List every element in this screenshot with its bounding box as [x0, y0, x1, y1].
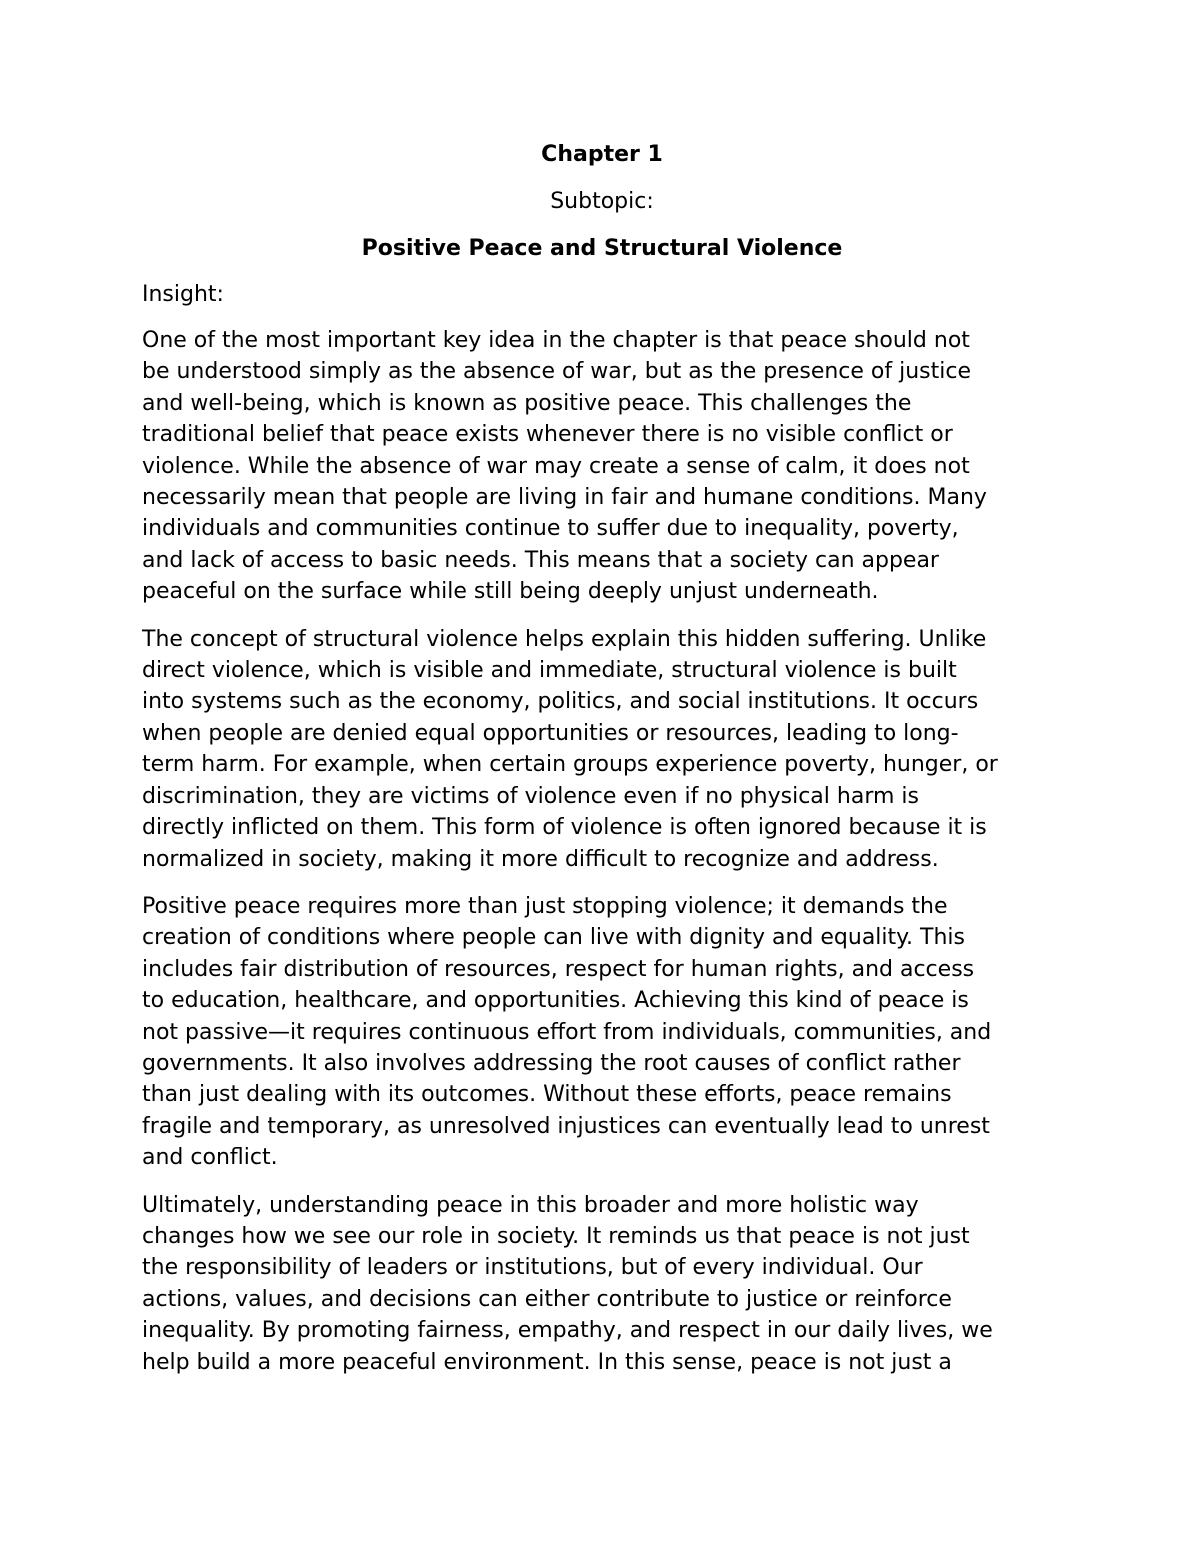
paragraph-requirements: [142, 891, 1062, 1174]
paragraph-line: than just dealing with its outcomes. Without these efforts, peace remains: [142, 1082, 952, 1108]
paragraph-line: discrimination, they are victims of violence even if no physical harm is: [142, 783, 919, 809]
paragraph-line: inequality. By promoting fairness, empathy, and respect in our daily lives, we: [142, 1318, 993, 1344]
paragraph-positive-peace: [142, 325, 1062, 608]
paragraph-line: necessarily mean that people are living in fair and humane conditions. Many: [142, 485, 987, 511]
paragraph-line: fragile and temporary, as unresolved injustices can eventually lead to unrest: [142, 1113, 990, 1139]
paragraph-line: creation of conditions where people can live with dignity and equality. This: [142, 925, 965, 951]
paragraph-line: help build a more peaceful environment. In this sense, peace is not just a: [142, 1349, 952, 1375]
paragraph-line: governments. It also involves addressing the root causes of conflict rather: [142, 1050, 961, 1076]
paragraph-line: individuals and communities continue to suffer due to inequality, poverty,: [142, 516, 959, 542]
paragraph-line: to education, healthcare, and opportunities. Achieving this kind of peace is: [142, 988, 969, 1014]
chapter-title: Chapter 1: [541, 142, 663, 167]
paragraph-line: term harm. For example, when certain groups experience poverty, hunger, or: [142, 752, 998, 778]
paragraph-line: Ultimately, understanding peace in this broader and more holistic way: [142, 1192, 919, 1218]
paragraph-line: traditional belief that peace exists whenever there is no visible conflict or: [142, 422, 953, 448]
paragraph-line: into systems such as the economy, politics, and social institutions. It occurs: [142, 689, 979, 715]
paragraph-line: the responsibility of leaders or institutions, but of every individual. Our: [142, 1255, 923, 1281]
paragraph-line: and well-being, which is known as positive peace. This challenges the: [142, 390, 912, 416]
paragraph-line: actions, values, and decisions can either contribute to justice or reinforce: [142, 1286, 952, 1312]
paragraph-line: violence. While the absence of war may create a sense of calm, it does not: [142, 453, 970, 479]
paragraph-line: Positive peace requires more than just stopping violence; it demands the: [142, 893, 948, 919]
paragraph-line: when people are denied equal opportunities or resources, leading to long-: [142, 720, 959, 746]
paragraph-line: The concept of structural violence helps explain this hidden suffering. Unlike: [142, 626, 987, 652]
paragraph-line: and conflict.: [142, 1145, 278, 1171]
section-title: Positive Peace and Structural Violence: [361, 236, 843, 261]
document-body: [142, 136, 1062, 1378]
paragraph-line: includes fair distribution of resources, respect for human rights, and access: [142, 956, 975, 982]
insight-label: Insight:: [142, 282, 224, 307]
paragraph-structural-violence: [142, 624, 1062, 875]
paragraph-line: changes how we see our role in society. It reminds us that peace is not just: [142, 1223, 970, 1249]
paragraph-conclusion: [142, 1190, 1062, 1378]
paragraph-line: be understood simply as the absence of war, but as the presence of justice: [142, 359, 972, 385]
subtopic-label: Subtopic:: [550, 189, 654, 214]
paragraph-line: normalized in society, making it more difficult to recognize and address.: [142, 846, 939, 872]
paragraph-line: and lack of access to basic needs. This means that a society can appear: [142, 547, 939, 573]
paragraph-line: not passive—it requires continuous effort from individuals, communities, and: [142, 1019, 992, 1045]
paragraph-line: directly inflicted on them. This form of violence is often ignored because it is: [142, 815, 987, 841]
paragraph-line: peaceful on the surface while still being deeply unjust underneath.: [142, 579, 879, 605]
paragraph-line: direct violence, which is visible and immediate, structural violence is built: [142, 658, 957, 684]
paragraph-line: One of the most important key idea in the chapter is that peace should not: [142, 328, 970, 353]
